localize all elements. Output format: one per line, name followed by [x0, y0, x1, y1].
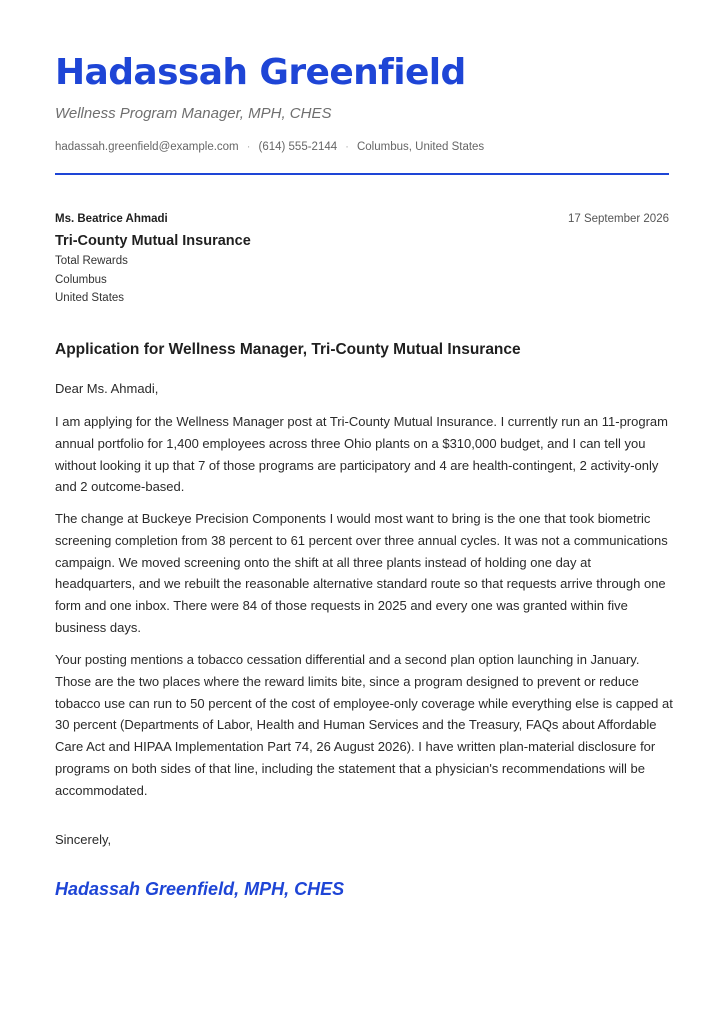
closing: Sincerely,: [55, 832, 112, 847]
contact-separator: ·: [345, 141, 349, 153]
letter-date: 17 September 2026: [567, 213, 669, 225]
letter-subject: Application for Wellness Manager, Tri-County Mutual Insurance: [55, 341, 521, 358]
recipient-name: Ms. Beatrice Ahmadi: [55, 213, 168, 225]
location-text: Columbus, United States: [356, 141, 485, 153]
contact-line: [55, 139, 484, 155]
body-paragraph: Your posting mentions a tobacco cessation differential and a second plan option launching in January. Those are the two places where the reward limits bite, since a program designed to prevent or reduce tobacco use can run to 50 percent of the cost of employee-only coverage while everything else is capped at 30 percent (Departments of Labor, Health and Human Services and the Treasury, FAQs about Affordable Care Act and HIPAA Implementation Part 74, 26 August 2026). I have written plan-material disclosure for programs on both sides of that line, including the statement that a physician's recommendations will be accommodated.: [55, 652, 673, 798]
recipient-city: Columbus: [55, 274, 107, 286]
header-divider: [55, 173, 669, 175]
recipient-company: Tri-County Mutual Insurance: [55, 233, 251, 249]
contact-separator: ·: [246, 141, 251, 153]
signature: Hadassah Greenfield, MPH, CHES: [55, 879, 345, 899]
body-paragraph: The change at Buckeye Precision Components I would most want to bring is the one that took biometric screening completion from 38 percent to 61 percent over three annual cycles. It was not a communications campaign. We moved screening onto the shift at all three plants instead of holding one day at headquarters, and we rebuilt the reasonable alternative standard route so that requests arrive through one form and one inbox. There were 84 of those requests in 2025 and every one was granted within five business days.: [55, 511, 668, 635]
applicant-name: Hadassah Greenfield: [55, 52, 466, 93]
recipient-country: United States: [55, 292, 125, 304]
body-paragraph: I am applying for the Wellness Manager post at Tri-County Mutual Insurance. I currently run an 11-program annual portfolio for 1,400 employees across three Ohio plants on a $310,000 budget, and I can tell you without looking it up that 7 of those programs are participatory and 4 are health-contingent, 2 activity-only and 2 outcome-based.: [55, 414, 668, 495]
salutation: Dear Ms. Ahmadi,: [55, 381, 159, 396]
email-text[interactable]: hadassah.greenfield@example.com: [55, 141, 239, 153]
phone-text[interactable]: (614) 555-2144: [258, 141, 338, 153]
recipient-department: Total Rewards: [55, 255, 128, 267]
applicant-headline: Wellness Program Manager, MPH, CHES: [55, 105, 332, 122]
